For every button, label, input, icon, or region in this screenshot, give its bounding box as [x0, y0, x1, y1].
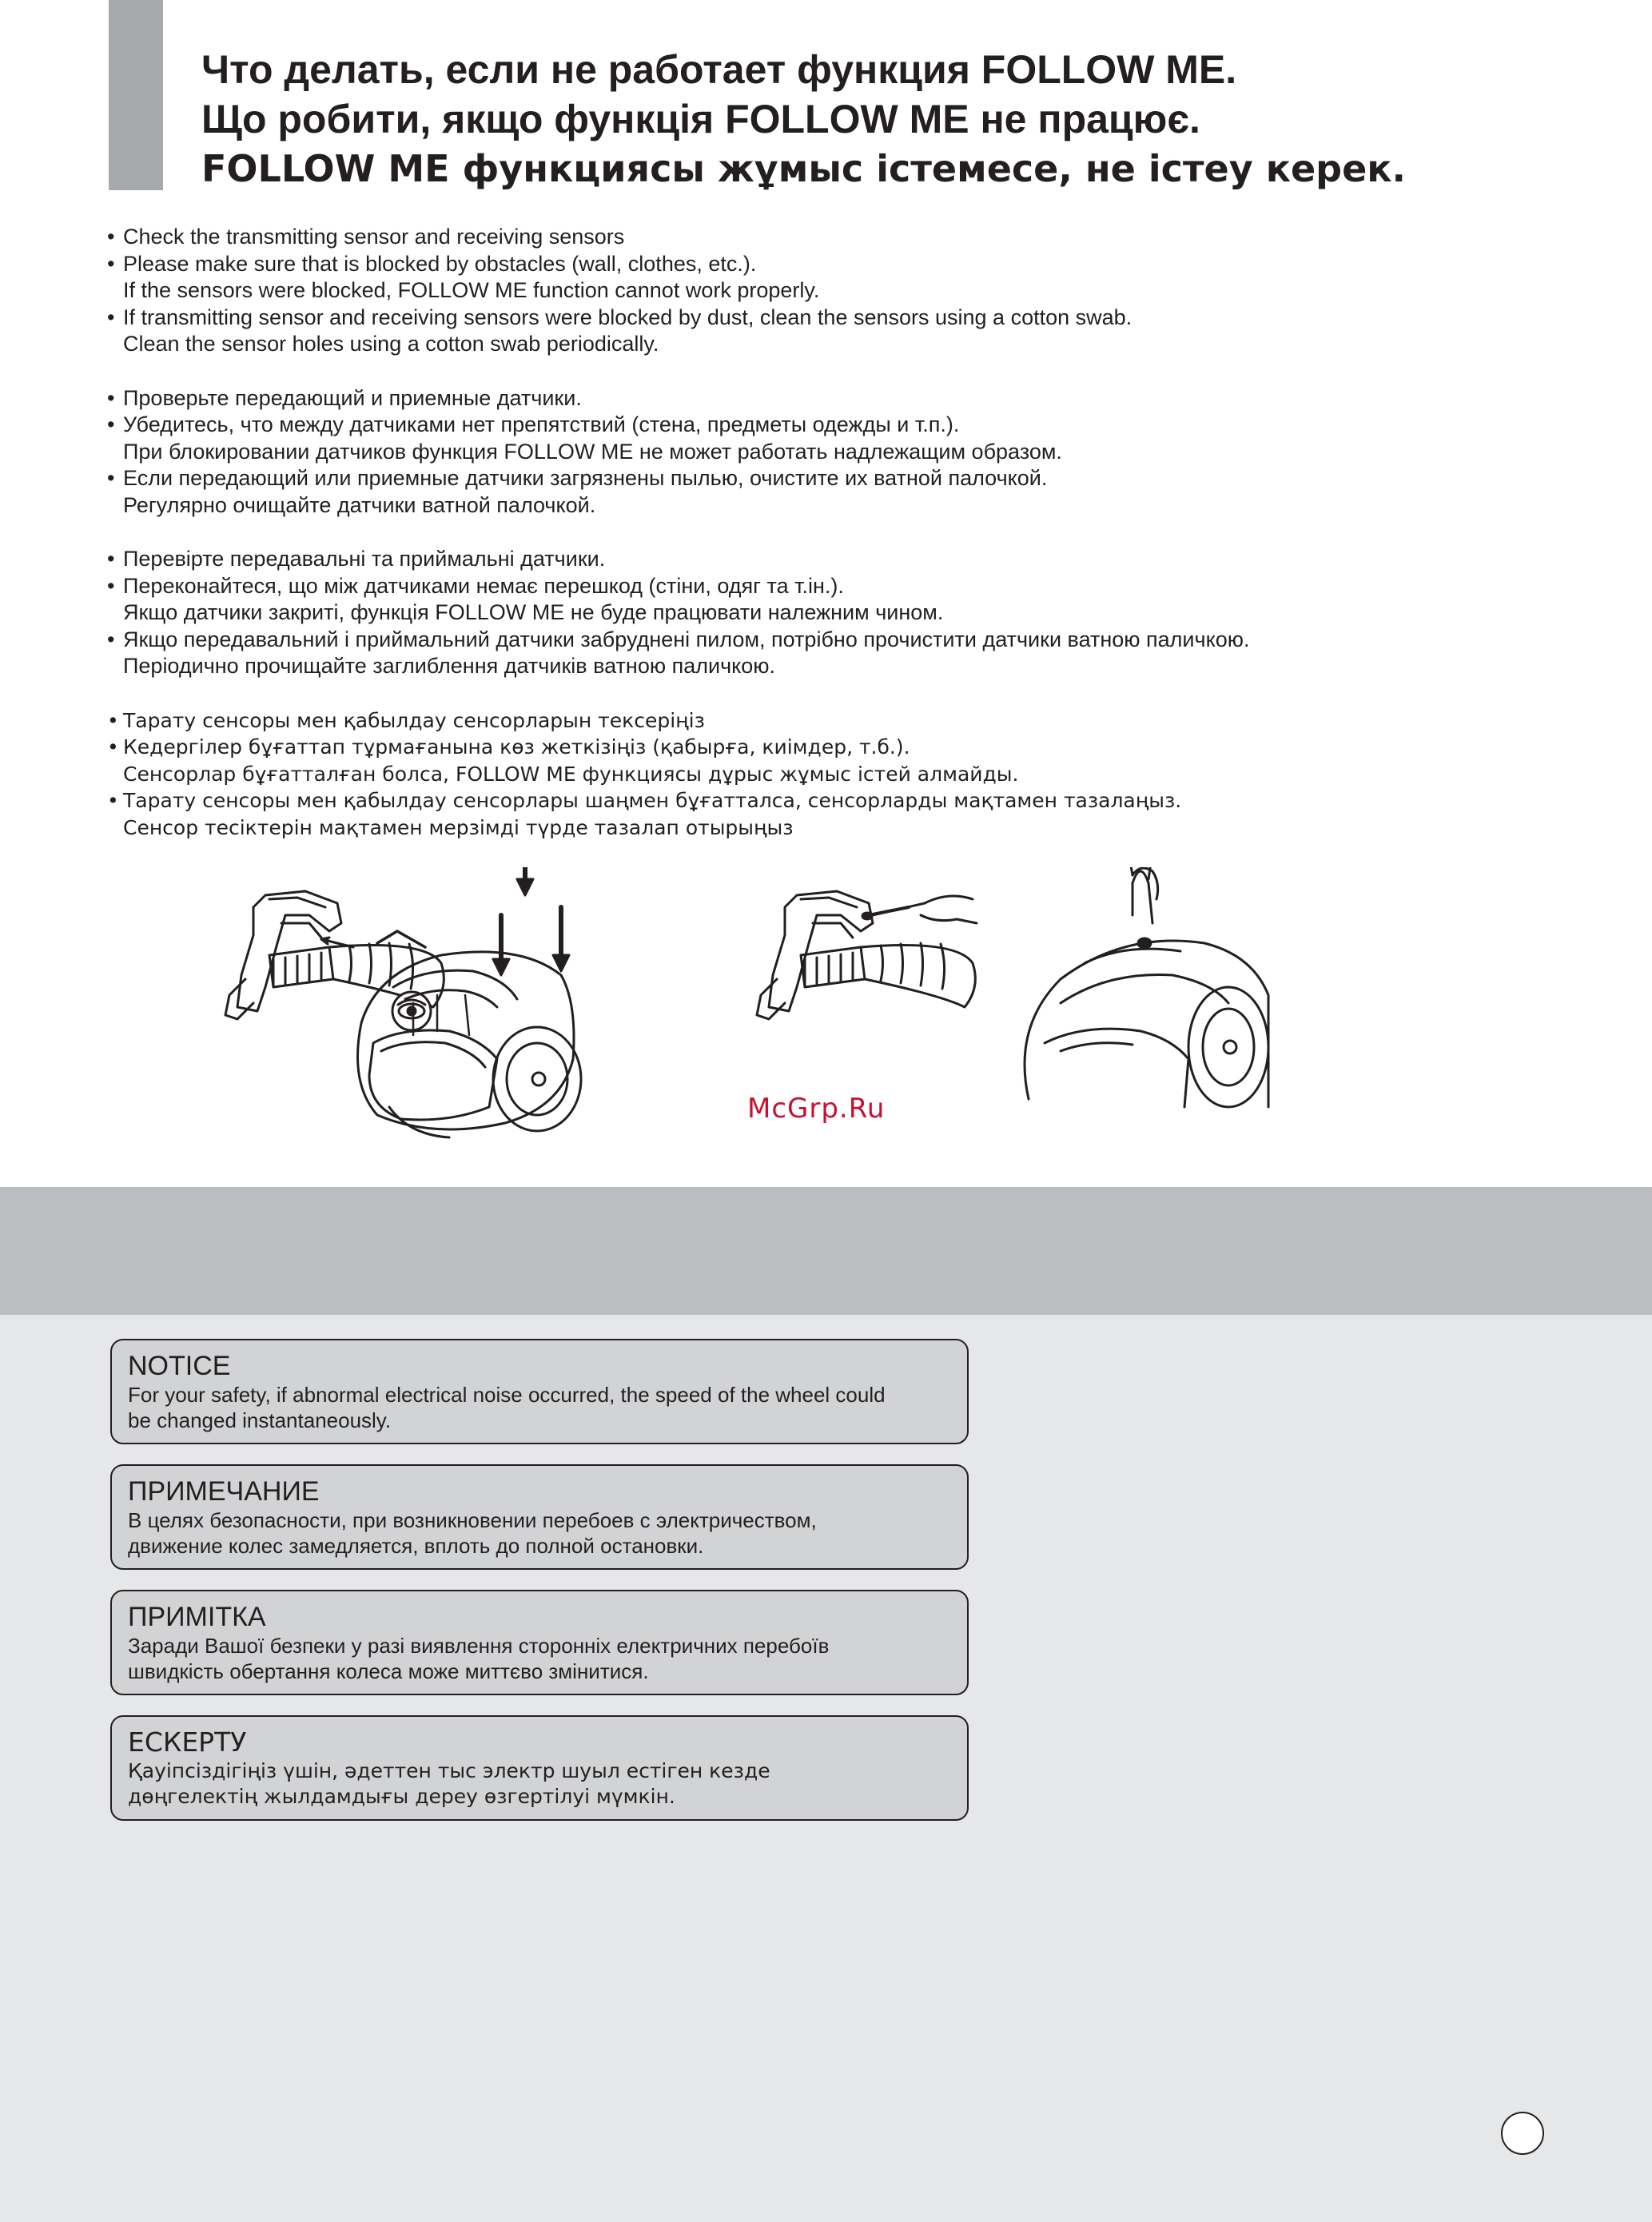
notice-text: Заради Вашої безпеки у разі виявлення сторонніх електричних перебоїв: [128, 1634, 830, 1658]
bullet: •: [107, 627, 115, 651]
instruction-line: Якщо датчики закриті, функція FOLLOW ME не буде працювати належним чином.: [123, 600, 944, 624]
bullet: •: [107, 305, 115, 329]
notice-text: В целях безопасности, при возникновении перебоев с электричеством,: [128, 1508, 817, 1532]
instruction-line: Сенсор тесіктерін мақтамен мерзімді түрде тазалап отырыңыз: [123, 815, 794, 839]
bullet: •: [107, 573, 115, 598]
instructions: [107, 224, 1466, 868]
instruction-line: Періодично прочищайте заглиблення датчиків ватною паличкою.: [123, 654, 776, 678]
instruction-line: If the sensors were blocked, FOLLOW ME function cannot work properly.: [123, 278, 820, 302]
notice-title: ПРИМІТКА: [128, 1602, 266, 1632]
instructions-uk: [107, 546, 1466, 680]
instruction-line: • Убедитесь, что между датчиками нет препятствий (стена, предметы одежды и т.п.).: [107, 412, 1466, 439]
instruction-line: • Якщо передавальний і приймальний датчики забруднені пилом, потрібно прочистити датчики ватною паличкою.: [107, 627, 1466, 654]
instruction-line: • Кедергілер бұғаттап тұрмағанына көз жеткізіңіз (қабырға, киімдер, т.б.).: [107, 734, 1466, 761]
bullet: •: [107, 385, 115, 410]
vacuum-body-illustration: [358, 952, 582, 1137]
section-side-bar: [109, 0, 163, 190]
instruction-line: • Check the transmitting sensor and receiving sensors: [107, 224, 1466, 251]
instruction-line: Регулярно очищайте датчики ватной палочкой.: [123, 492, 596, 517]
bullet: •: [107, 547, 115, 571]
bullet: •: [107, 708, 119, 732]
grey-band: [0, 1187, 1652, 1315]
instructions-en: [107, 224, 1466, 358]
instruction-line: • Тарату сенсоры мен қабылдау сенсорларын тексеріңіз: [107, 707, 1466, 735]
notice-box-kz: [110, 1715, 969, 1821]
notice-text: движение колес замедляется, вплоть до полной остановки.: [128, 1534, 704, 1558]
bullet: •: [107, 412, 115, 436]
bullet: •: [107, 735, 119, 759]
watermark: McGrp.Ru: [747, 1093, 886, 1125]
instruction-line: При блокировании датчиков функция FOLLOW ME не может работать надлежащим образом.: [123, 439, 1062, 464]
instruction-line: • Если передающий или приемные датчики загрязнены пылью, очистите их ватной палочкой.: [107, 465, 1466, 492]
notice-title: NOTICE: [128, 1351, 231, 1381]
page-number-circle: [1501, 2112, 1544, 2155]
notice-title: ЕСКЕРТУ: [128, 1726, 247, 1758]
notice-box-ru: [110, 1464, 969, 1570]
title-uk: Що робити, якщо функція FOLLOW ME не працює.: [201, 97, 1200, 141]
notice-text: For your safety, if abnormal electrical noise occurred, the speed of the wheel could: [128, 1383, 886, 1407]
instruction-line: • Переконайтеся, що між датчиками немає перешкод (стіни, одяг та т.ін.).: [107, 573, 1466, 600]
instructions-ru: [107, 385, 1466, 520]
page-title: [201, 45, 1608, 193]
title-ru: Что делать, если не работает функция FOLLOW ME.: [201, 47, 1237, 92]
notice-title: ПРИМЕЧАНИЕ: [128, 1476, 320, 1507]
instruction-line: Clean the sensor holes using a cotton swab periodically.: [123, 332, 659, 356]
instruction-line: • Please make sure that is blocked by obstacles (wall, clothes, etc.).: [107, 251, 1466, 278]
bullet: •: [107, 466, 115, 490]
handle-cleaning-illustration: [757, 891, 977, 1019]
notice-box-uk: [110, 1590, 969, 1695]
title-kz: FOLLOW ME функциясы жұмыс істемесе, не істеу керек.: [201, 147, 1406, 190]
notice-text: дөңгелектің жылдамдығы дереу өзгертілуі мүмкін.: [128, 1785, 675, 1808]
instructions-kz: [107, 707, 1466, 842]
instruction-line: • Проверьте передающий и приемные датчики.: [107, 385, 1466, 412]
bullet: •: [107, 251, 115, 276]
bullet: •: [107, 789, 119, 812]
instruction-line: Сенсорлар бұғатталған болса, FOLLOW ME функциясы дұрыс жұмыс істей алмайды.: [123, 762, 1019, 786]
notice-text: be changed instantaneously.: [128, 1408, 392, 1432]
instruction-line: • If transmitting sensor and receiving sensors were blocked by dust, clean the sensors using a cotton swab.: [107, 305, 1466, 332]
instruction-line: • Перевірте передавальні та приймальні датчики.: [107, 546, 1466, 573]
notice-text: Қауіпсіздігіңіз үшін, әдеттен тыс электр шуыл естіген кезде: [128, 1759, 770, 1782]
instruction-line: • Тарату сенсоры мен қабылдау сенсорлары шаңмен бұғатталса, сенсорларды мақтамен тазалаңыз.: [107, 787, 1466, 814]
bullet: •: [107, 225, 115, 249]
notice-box-en: [110, 1339, 969, 1444]
vacuum-cleaning-illustration: [1025, 867, 1268, 1107]
sensor-illustrations: [209, 867, 1288, 1175]
notice-text: швидкість обертання колеса може миттєво змінитися.: [128, 1659, 649, 1683]
